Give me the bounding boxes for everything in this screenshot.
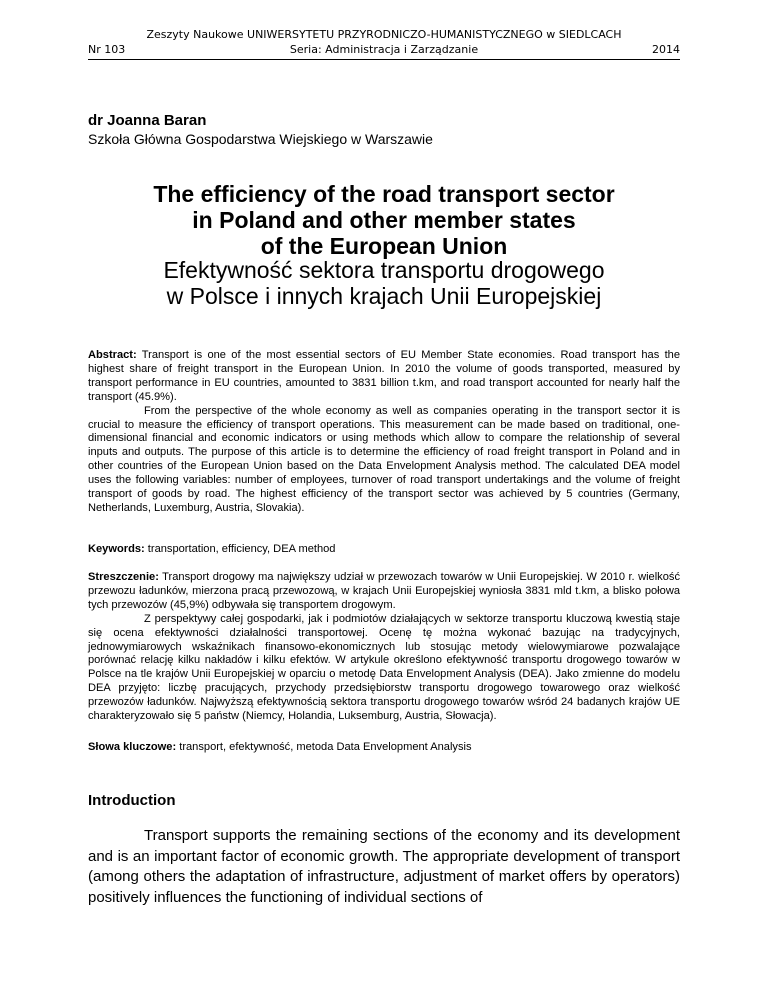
title-en-line-3: of the European Union	[260, 233, 508, 259]
title-en-line-2: in Poland and other member states	[192, 207, 576, 233]
introduction-body	[88, 826, 680, 908]
keywords-label: Keywords:	[88, 543, 145, 555]
slowa-kluczowe-text: transport, efektywność, metoda Data Envelopment Analysis	[176, 741, 472, 753]
introduction-paragraph: Transport supports the remaining sections of the economy and its development and is an important factor of economic growth. The appropriate development of transport (among others the adaptation of infrastructure, adjustment of market offers by operators) positively influences the functioning of individual sections of	[88, 827, 680, 906]
introduction-heading: Introduction	[88, 792, 176, 809]
title-polish	[88, 257, 680, 309]
header-divider	[88, 59, 680, 60]
abstract-paragraph-2: From the perspective of the whole economy as well as companies operating in the transport sector it is crucial to measure the efficiency of transport operations. This measurement can be made based on traditional, one-dimensional financial and economic indicators or using methods which allow to compare the relationship of several inputs and outputs. The purpose of this article is to determine the efficiency of road freight transport in Poland and in other countries of the European Union based on the Data Envelopment Analysis method. The calculated DEA model uses the following variables: number of employees, turnover of road transport undertakings and the volume of freight transport of goods by road. The highest efficiency of the transport sector was achieved by 5 countries (Germany, Netherlands, Luxemburg, Austria, Slovakia).	[88, 404, 680, 514]
title-english	[88, 181, 680, 259]
journal-year: 2014	[652, 43, 680, 56]
slowa-kluczowe-label: Słowa kluczowe:	[88, 741, 177, 753]
journal-header-title: Zeszyty Naukowe UNIWERSYTETU PRZYRODNICZO-HUMANISTYCZNEGO w SIEDLCACH	[146, 28, 622, 41]
streszczenie-paragraph-1	[88, 571, 680, 613]
abstract-text-1: Transport is one of the most essential sectors of EU Member State economies. Road transport has the highest share of freight transport in the European Union. In 2010 the volume of goods transported, measured by transport performance in EU countries, amounted to 3831 billion t.km, and road transport accounted for nearly half the transport (45.9%).	[88, 349, 680, 403]
abstract-label: Abstract:	[88, 349, 137, 361]
abstract-english	[88, 349, 680, 516]
streszczenie-paragraph-2: Z perspektywy całej gospodarki, jak i podmiotów działających w sektorze transportu kluczową kwestią staje się ocena efektywności działalności transportowej. Ocenę tę można wykonać bazując na tradycyjnych, jednowymiarowych wskaźnikach finansowo-ekonomicznych lub stosując metody wielowymiarowe pozwalające porównać relację kilku nakładów i kilku efektów. W artykule określono efektywność transportu drogowego towarów w Polsce na tle krajów Unii Europejskiej w oparciu o metodę Data Envelopment Analysis (DEA). Jako zmienne do modelu DEA przyjęto: liczbę pracujących, przychody przedsiębiorstw transportu drogowego towarowego oraz wielkość przewozów ładunków. Najwyższą efektywnością sektora transportu drogowego towarów wśród 24 badanych krajów UE charakteryzowało się 5 państw (Niemcy, Holandia, Luksemburg, Austria, Słowacja).	[88, 612, 680, 723]
streszczenie-label: Streszczenie:	[88, 571, 159, 583]
title-en-line-1: The efficiency of the road transport sector	[153, 181, 615, 207]
title-pl-line-2: w Polsce i innych krajach Unii Europejskiej	[166, 283, 602, 309]
abstract-polish	[88, 571, 680, 724]
title-pl-line-1: Efektywność sektora transportu drogowego	[163, 257, 605, 283]
keywords-polish	[88, 741, 680, 753]
journal-header-series: Seria: Administracja i Zarządzanie	[289, 43, 479, 56]
author-name: dr Joanna Baran	[88, 112, 207, 129]
author-affiliation: Szkoła Główna Gospodarstwa Wiejskiego w Warszawie	[88, 131, 433, 147]
keywords-english	[88, 543, 680, 555]
keywords-text: transportation, efficiency, DEA method	[144, 543, 336, 555]
abstract-paragraph-1	[88, 349, 680, 405]
streszczenie-text-1: Transport drogowy ma największy udział w przewozach towarów w Unii Europejskiej. W 2010 r. wielkość przewozu ładunków, mierzona pracą przewozową, w krajach Unii Europejskiej wyniosła 3831 mld t.km, a blisko połowa tych przewozów (45,9%) odbywała się transportem drogowym.	[88, 571, 680, 611]
journal-issue-number: Nr 103	[88, 43, 126, 56]
